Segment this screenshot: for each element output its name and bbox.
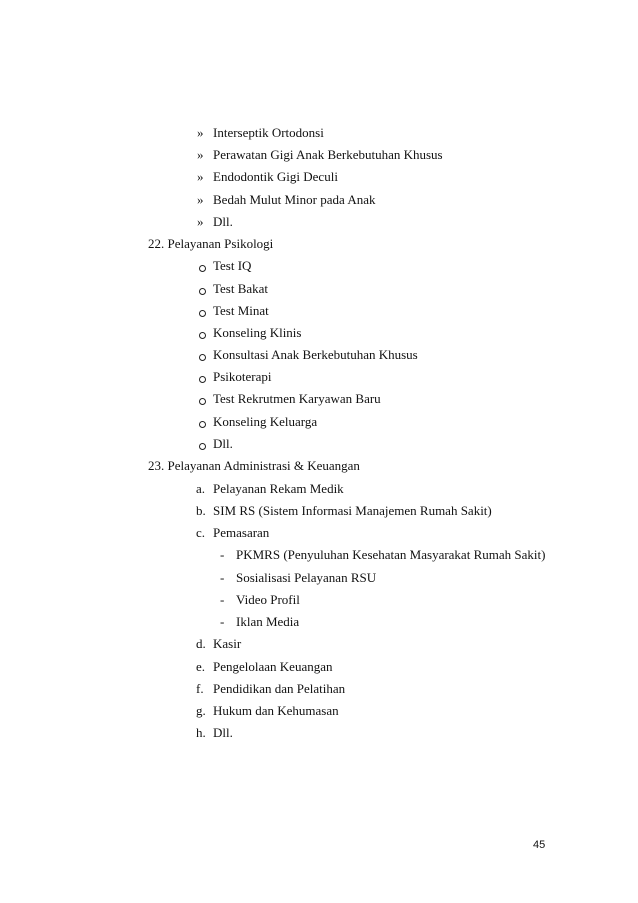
circle-bullet-icon (199, 376, 206, 383)
list-item: Pelayanan Rekam Medik (213, 481, 344, 496)
list-marker: b. (196, 503, 206, 518)
sub-list-item: PKMRS (Penyuluhan Kesehatan Masyarakat Rumah Sakit) (236, 547, 546, 562)
list-marker: g. (196, 703, 206, 718)
list-marker: a. (196, 481, 206, 496)
list-marker: f. (196, 681, 204, 696)
list-item: Pendidikan dan Pelatihan (213, 681, 346, 696)
circle-bullet-icon (199, 421, 206, 428)
list-item: Test IQ (213, 258, 252, 273)
list-item: SIM RS (Sistem Informasi Manajemen Rumah Sakit) (213, 503, 492, 518)
list-item: Pemasaran (213, 525, 270, 540)
sub-list-marker: - (220, 614, 225, 629)
list-item: Kasir (213, 636, 242, 651)
page-number: 45 (533, 839, 546, 851)
list-marker: » (197, 192, 204, 207)
circle-bullet-icon (199, 288, 206, 295)
list-marker: e. (196, 659, 206, 674)
sub-list-marker: - (220, 592, 225, 607)
section-heading: 23. Pelayanan Administrasi & Keuangan (148, 458, 360, 473)
list-item: Psikoterapi (213, 369, 272, 384)
sub-list-item: Iklan Media (236, 614, 300, 629)
list-marker: » (197, 125, 204, 140)
list-marker: » (197, 214, 204, 229)
circle-bullet-icon (199, 443, 206, 450)
list-item: Test Rekrutmen Karyawan Baru (213, 391, 381, 406)
list-item: Pengelolaan Keuangan (213, 659, 333, 674)
sub-list-marker: - (220, 570, 225, 585)
list-item: Test Minat (213, 303, 269, 318)
list-item: Endodontik Gigi Deculi (213, 169, 338, 184)
list-item: Perawatan Gigi Anak Berkebutuhan Khusus (213, 147, 443, 162)
circle-bullet-icon (199, 398, 206, 405)
circle-bullet-icon (199, 310, 206, 317)
list-item: Test Bakat (213, 281, 269, 296)
list-marker: » (197, 147, 204, 162)
circle-bullet-icon (199, 265, 206, 272)
list-marker: » (197, 169, 204, 184)
list-item: Konsultasi Anak Berkebutuhan Khusus (213, 347, 418, 362)
list-marker: d. (196, 636, 206, 651)
list-item: Dll. (213, 214, 233, 229)
list-item: Konseling Klinis (213, 325, 302, 340)
list-item: Bedah Mulut Minor pada Anak (213, 192, 376, 207)
list-item: Dll. (213, 436, 233, 451)
list-item: Hukum dan Kehumasan (213, 703, 339, 718)
sub-list-item: Video Profil (236, 592, 300, 607)
sub-list-item: Sosialisasi Pelayanan RSU (236, 570, 377, 585)
list-item: Interseptik Ortodonsi (213, 125, 324, 140)
list-item: Dll. (213, 725, 233, 740)
list-marker: c. (196, 525, 206, 540)
circle-bullet-icon (199, 332, 206, 339)
list-marker: h. (196, 725, 206, 740)
section-heading: 22. Pelayanan Psikologi (148, 236, 274, 251)
list-item: Konseling Keluarga (213, 414, 318, 429)
circle-bullet-icon (199, 354, 206, 361)
sub-list-marker: - (220, 547, 225, 562)
